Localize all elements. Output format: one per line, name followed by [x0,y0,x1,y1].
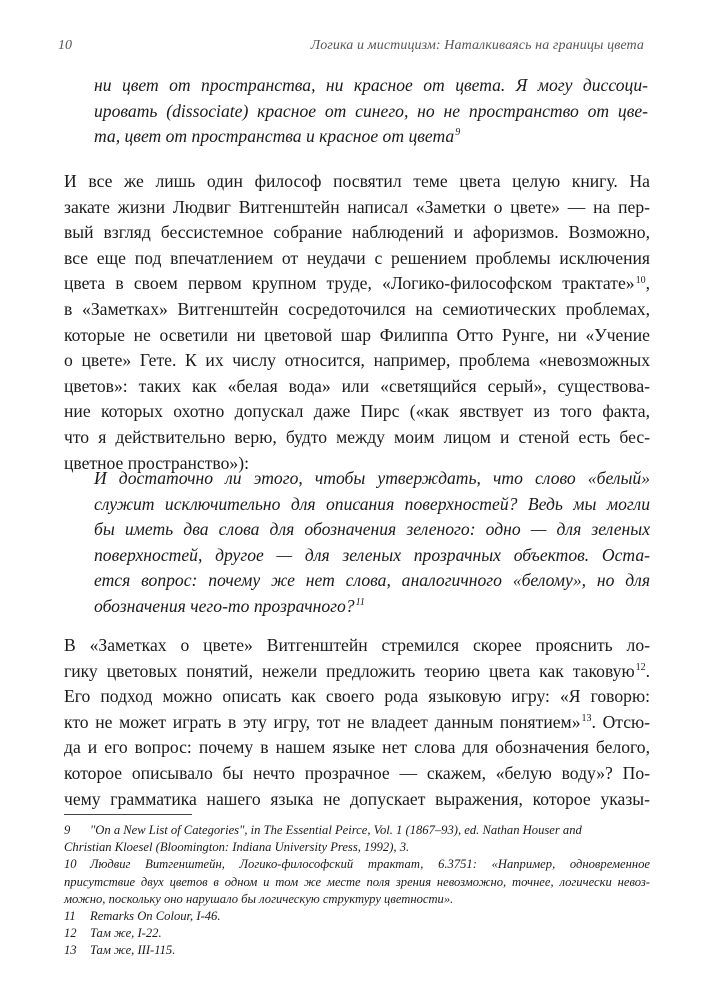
para1-line: которые не осветили ни цветовой шар Филиппа Отто Рунге, ни «Учение [64,324,650,345]
footnote-line: присутствие двух цветов в одном и том же месте поля зрения невозможно, точнее, логически невоз- [64,874,650,889]
footnote-line: Christian Kloesel (Bloomington: Indiana University Press, 1992), 3. [64,840,410,855]
para1-line: цветов»: таких как «белая вода» или «светящийся серый», существова- [64,375,650,396]
quote2-line: служит исключительно для описания поверхностей? Ведь мы могли [94,493,650,514]
para2-line: да и его вопрос: почему в нашем языке нет слова для обозначения белого, [64,737,650,758]
para2-line [64,659,650,685]
footnote-text: Там же, III-115. [90,943,176,958]
para1-line: о цвете» Гете. К их числу относится, например, проблема «невозможных [64,350,650,371]
footnotes [64,822,650,960]
footnote-ref-9[interactable]: 9 [455,127,461,139]
quote2-line: бы иметь два слова для обозначения зеленого: одно — для зеленых [94,519,650,540]
para1-line: закате жизни Людвиг Витгенштейн написал «Заметки о цвете» — на пер- [64,196,650,217]
para1-line: цветное пространство»): [64,452,249,473]
para1-line: ние которых охотно допускал даже Пирс («как явствует из того факта, [64,401,650,422]
quote2-line: И достаточно ли этого, чтобы утверждать, что слово «белый» [94,468,650,488]
para1-line: в «Заметках» Витгенштейн сосредоточился на семиотических проблемах, [64,298,650,319]
quote1-line [94,124,648,150]
para1-line: вый взгляд бессистемное собрание наблюдений и афоризмов. Возможно, [64,222,650,243]
quote2-line [94,594,650,620]
para2-line-tail: . Отсю- [591,711,651,732]
para2-line: В «Заметках о цвете» Витгенштейн стремился скорее прояснить ло- [64,635,650,655]
para2-line-tail: . [645,660,650,681]
footnote-text: Там же, I-22. [90,926,162,941]
footnote-number: 13 [64,943,77,958]
paragraph-1 [64,169,650,476]
footnote-9 [64,822,650,856]
footnote-divider [64,814,192,815]
footnote-text: Людвиг Витгенштейн, Логико-философский трактат, 6.3751: «Например, одновременное [90,857,650,872]
footnote-ref-13[interactable]: 13 [581,712,592,724]
quote2-line: поверхностей, другое — для зеленых прозрачных объектов. Оста- [94,544,650,565]
paragraph-2 [64,633,650,812]
para2-line-text: гику цветовых понятий, нежели предложить теорию цвета как таковую [64,660,635,681]
running-title: Логика и мистицизм: Наталкиваясь на границы цвета [310,38,644,53]
footnote-ref-11[interactable]: 11 [355,597,365,609]
footnote-line [64,822,650,839]
footnote-ref-12[interactable]: 12 [635,661,646,673]
para1-line: все еще под впечатлением от неудачи с решением проблемы исключения [64,247,650,268]
footnote-11 [64,908,650,925]
footnote-text: Remarks On Colour, I-46. [90,908,221,923]
footnote-number: 9 [64,823,71,837]
para2-line [64,710,650,736]
block-quote-1 [94,73,648,150]
footnote-line: можно, поскольку оно нарушало бы логическую структуру цветности». [64,891,454,906]
footnote-number: 10 [64,857,77,872]
quote1-line: ировать (dissociate) красное от синего, но не пространство от цве- [94,100,648,121]
footnote-number: 11 [64,908,76,923]
footnote-line [64,908,650,925]
running-header [58,38,644,60]
footnote-number: 12 [64,926,77,941]
para1-line: И все же лишь один философ посвятил теме цвета целую книгу. На [64,171,650,191]
para1-line: что я действительно верю, будто между моим лицом и стеной есть бес- [64,426,650,447]
footnote-line [64,942,650,959]
quote2-line: ется вопрос: почему же нет слова, аналогичного «белому», но для [94,570,650,591]
footnote-text: "On a New List of Categories", in The Essential Peirce, Vol. 1 (1867–93), ed. Nathan Houser and [90,823,582,837]
para2-line: которое описывало бы нечто прозрачное — скажем, «белую воду»? По- [64,762,650,783]
footnote-line [64,856,650,873]
para1-line: цвета в своем первом крупном труде, «Логико-философском трактате»$^{10}$, [64,273,650,294]
para2-line: чему грамматика нашего языка не допускает выражения, которое указы- [64,788,650,809]
quote2-line-text: обозначения чего-то прозрачного? [94,595,355,616]
footnote-12 [64,925,650,942]
footnote-13 [64,942,650,959]
block-quote-2 [94,466,650,620]
quote1-line-text: та, цвет от пространства и красное от цвета [94,126,455,147]
para2-line: Его подход можно описать как своего рода языковую игру: «Я говорю: [64,686,650,707]
para1-line-text: цвета в своем первом крупном труде, «Логико-философском трактате» [64,273,635,294]
page-number: 10 [58,38,72,53]
para2-line-text: кто не может играть в эту игру, тот не владеет данным понятием» [64,711,581,732]
footnote-line [64,925,650,942]
quote1-line: ни цвет от пространства, ни красное от цвета. Я могу диссоци- [94,75,648,95]
footnote-ref-10[interactable]: 10 [635,274,646,286]
footnote-10 [64,856,650,908]
